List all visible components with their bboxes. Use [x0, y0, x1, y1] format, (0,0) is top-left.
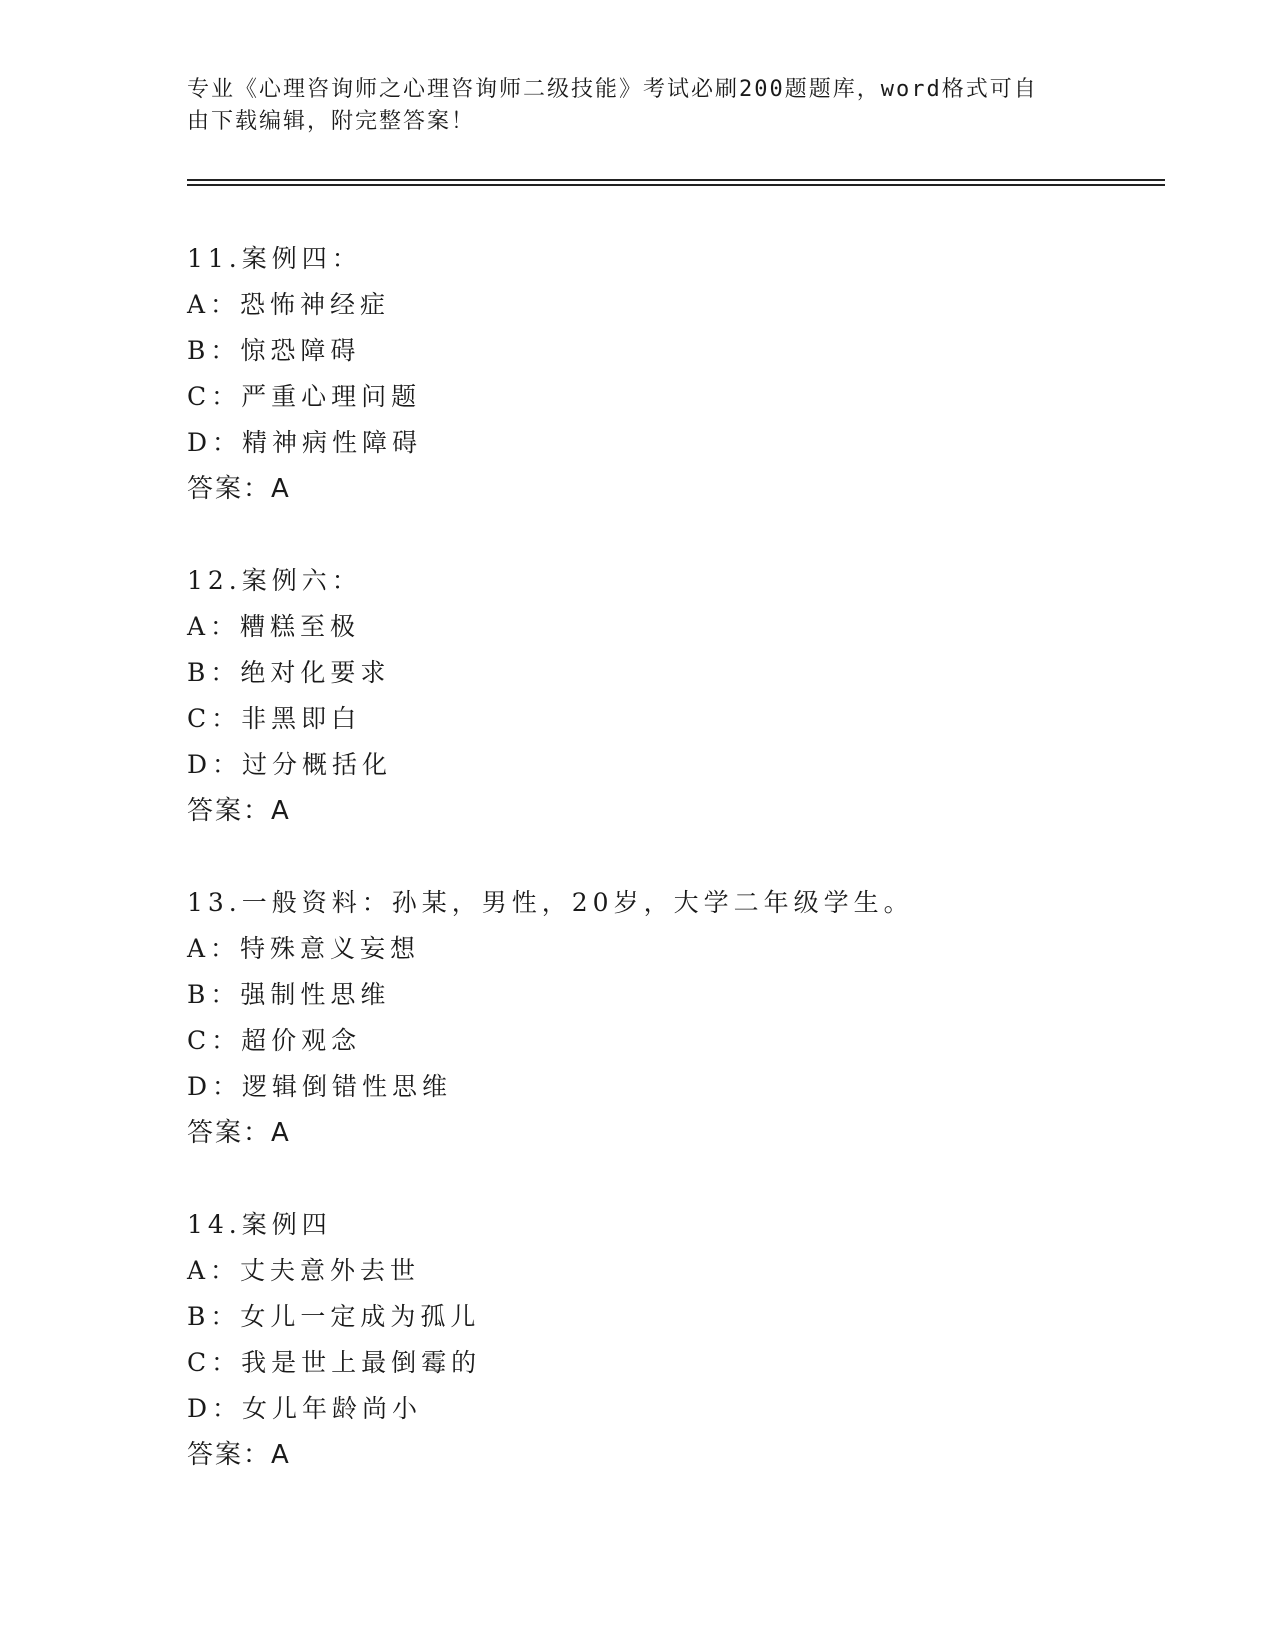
- header-line-2: 由下载编辑，附完整答案！: [187, 109, 476, 134]
- question-13: [187, 880, 1167, 1156]
- option-a: A：糟糕至极: [187, 612, 361, 641]
- header-divider-bottom: [187, 184, 1165, 186]
- answer-line: 答案：A: [187, 1118, 291, 1148]
- question-14: [187, 1202, 1167, 1478]
- option-a: A：特殊意义妄想: [187, 934, 421, 963]
- option-d: D：精神病性障碍: [187, 428, 423, 457]
- header-line-1: 专业《心理咨询师之心理咨询师二级技能》考试必刷200题题库，word格式可自: [187, 77, 1038, 102]
- answer-line: 答案：A: [187, 1440, 291, 1470]
- option-c: C：超价观念: [187, 1026, 362, 1055]
- question-stem: 12.案例六：: [187, 566, 362, 595]
- option-d: D：过分概括化: [187, 750, 393, 779]
- option-a: A：恐怖神经症: [187, 290, 391, 319]
- option-c: C：非黑即白: [187, 704, 362, 733]
- option-c: C：我是世上最倒霉的: [187, 1348, 482, 1377]
- question-stem: 11.案例四：: [187, 244, 362, 273]
- option-b: B：惊恐障碍: [187, 336, 361, 365]
- option-d: D：逻辑倒错性思维: [187, 1072, 453, 1101]
- question-11: [187, 236, 1167, 512]
- question-stem: 14.案例四: [187, 1210, 332, 1239]
- question-12: [187, 558, 1167, 834]
- header-divider-top: [187, 179, 1165, 181]
- option-c: C：严重心理问题: [187, 382, 422, 411]
- option-d: D：女儿年龄尚小: [187, 1394, 423, 1423]
- option-b: B：强制性思维: [187, 980, 391, 1009]
- question-stem: 13.一般资料：孙某，男性，20岁，大学二年级学生。: [187, 888, 914, 917]
- document-header: [187, 74, 1067, 138]
- answer-line: 答案：A: [187, 474, 291, 504]
- option-b: B：绝对化要求: [187, 658, 391, 687]
- option-b: B：女儿一定成为孤儿: [187, 1302, 481, 1331]
- answer-line: 答案：A: [187, 796, 291, 826]
- option-a: A：丈夫意外去世: [187, 1256, 421, 1285]
